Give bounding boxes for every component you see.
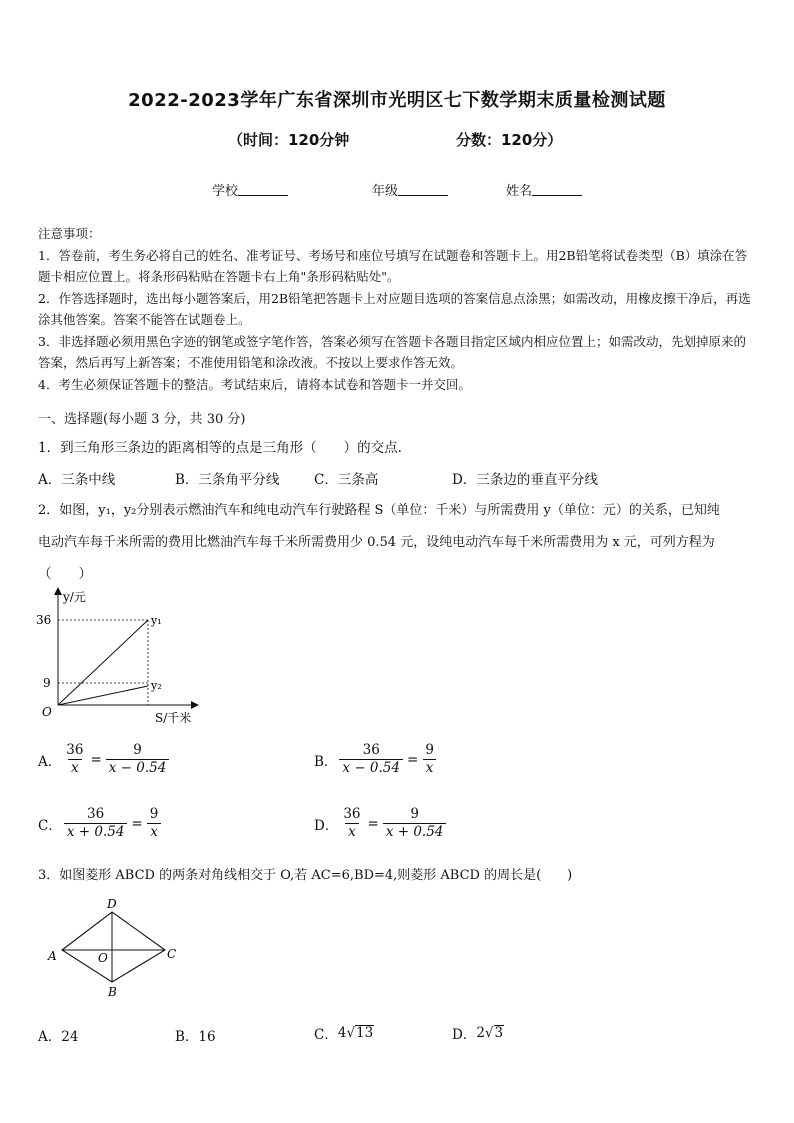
frac-num: 36 — [66, 742, 84, 758]
equals-sign: = — [367, 815, 379, 832]
frac-num: 9 — [425, 742, 434, 758]
option-label: D． — [314, 817, 339, 834]
q3-stem: 3．如图菱形 ABCD 的两条对角线相交于 O,若 AC=6,BD=4,则菱形 ABCD 的周长是( ) — [38, 868, 573, 883]
option-label: C． — [38, 817, 62, 834]
vertex-a-label: A — [48, 949, 57, 963]
q1-stem: 1．到三角形三条边的距离相等的点是三角形（ ）的交点. — [38, 440, 402, 456]
sqrt-expression — [346, 1025, 374, 1041]
frac-den: x − 0.54 — [106, 759, 170, 777]
school-blank[interactable] — [238, 183, 288, 196]
frac-num: 9 — [133, 742, 142, 758]
q2-stem-line3: （ ） — [38, 566, 92, 582]
name-field — [506, 180, 582, 199]
q2-option-d[interactable] — [314, 806, 448, 841]
sqrt-expression — [485, 1025, 504, 1041]
frac-num: 9 — [410, 806, 419, 822]
exam-time: （时间：120分钟 — [228, 131, 350, 149]
radicand: 3 — [494, 1025, 504, 1041]
equals-sign: = — [131, 815, 143, 832]
option-label: D． — [452, 1027, 477, 1043]
notes-block — [38, 223, 758, 395]
vertex-d-label: D — [107, 897, 117, 911]
frac-num: 36 — [343, 806, 361, 822]
q1-option-a[interactable]: A．三条中线 — [38, 472, 116, 488]
note-item: 4．考生必须保证答题卡的整洁。考试结束后，请将本试卷和答题卡一并交回。 — [38, 376, 471, 392]
coefficient: 2 — [476, 1025, 485, 1041]
q3-option-c[interactable] — [314, 1023, 374, 1043]
option-label: C． — [314, 1027, 338, 1043]
line-y1 — [58, 620, 148, 705]
grade-label: 年级 — [372, 184, 399, 199]
frac-den: x — [68, 759, 82, 777]
frac-den: x + 0.54 — [383, 823, 447, 841]
q2-stem-line2: 电动汽车每千米所需的费用比燃油汽车每千米所需费用少 0.54 元，设纯电动汽车每千米所需费用为 x 元，可列方程为 — [38, 535, 715, 550]
page-title: 2022-2023学年广东省深圳市光明区七下数学期末质量检测试题 — [128, 90, 666, 111]
q1-option-d[interactable]: D．三条边的垂直平分线 — [452, 472, 598, 488]
school-field — [212, 180, 288, 199]
rhombus-outline — [62, 912, 165, 982]
origin-label: O — [42, 705, 52, 719]
x-axis-label: S/千米 — [155, 711, 192, 725]
y2-label: y₂ — [151, 679, 162, 692]
q3-option-a[interactable]: A．24 — [38, 1029, 79, 1045]
sqrt-icon: √ — [484, 1025, 494, 1041]
tick-36: 36 — [36, 613, 52, 627]
grade-blank[interactable] — [398, 183, 448, 196]
q2-stem-line1: 2．如图，y₁，y₂分别表示燃油汽车和纯电动汽车行驶路程 S（单位：千米）与所需费用 y（单位：元）的关系，已知纯 — [38, 503, 720, 518]
frac-den: x — [147, 823, 161, 841]
frac-den: x — [345, 823, 359, 841]
frac-den: x — [423, 759, 437, 777]
equals-sign: = — [90, 751, 102, 768]
frac-den: x + 0.54 — [64, 823, 128, 841]
q3-option-d[interactable] — [452, 1023, 504, 1043]
q3-option-b[interactable]: B．16 — [175, 1029, 216, 1045]
q2-option-c[interactable] — [38, 806, 163, 841]
q2-graph — [30, 585, 210, 725]
frac-den: x − 0.54 — [339, 759, 403, 777]
exam-score: 分数：120分） — [456, 131, 563, 149]
grade-field — [372, 180, 448, 199]
q2-option-a[interactable] — [38, 742, 171, 777]
note-item: 2．作答选择题时，选出每小题答案后，用2B铅笔把答题卡上对应题目选项的答案信息点涂黑；如需改动，用橡皮擦干净后，再选涂其他答案。答案不能答在试题卷上。 — [38, 290, 751, 327]
q1-option-c[interactable]: C．三条高 — [314, 472, 379, 488]
q1-option-b[interactable]: B．三条角平分线 — [175, 472, 280, 488]
y-axis-label: y/元 — [63, 590, 86, 604]
option-label: B． — [314, 753, 338, 770]
coefficient: 4 — [337, 1025, 347, 1041]
sqrt-icon: √ — [346, 1025, 356, 1041]
section-heading: 一、选择题(每小题 3 分，共 30 分) — [38, 412, 246, 427]
equals-sign: = — [407, 751, 419, 768]
frac-num: 36 — [362, 742, 380, 758]
notes-heading: 注意事项： — [38, 226, 101, 241]
frac-num: 9 — [149, 806, 159, 822]
radicand: 13 — [356, 1025, 374, 1041]
tick-9: 9 — [43, 676, 51, 690]
school-label: 学校 — [212, 184, 239, 199]
name-blank[interactable] — [532, 183, 582, 196]
frac-num: 36 — [87, 806, 105, 822]
vertex-c-label: C — [167, 947, 177, 961]
center-o-label: O — [98, 951, 108, 965]
note-item: 1．答卷前，考生务必将自己的姓名、准考证号、考场号和座位号填写在试题卷和答题卡上。用2B铅笔将试卷类型（B）填涂在答题卡相应位置上。将条形码粘贴在答题卡右上角"条形码粘贴处"。 — [38, 247, 748, 284]
vertex-b-label: B — [108, 985, 117, 999]
line-y2 — [58, 686, 148, 705]
y1-label: y₁ — [151, 614, 162, 627]
q3-rhombus-figure — [40, 894, 190, 1004]
note-item: 3．非选择题必须用黑色字迹的钢笔或签字笔作答，答案必须写在答题卡各题目指定区域内相应位置上；如需改动，先划掉原来的答案，然后再写上新答案；不准使用铅笔和涂改液。不按以上要求作答无效。 — [38, 333, 746, 370]
q2-option-b[interactable] — [314, 742, 439, 777]
option-label: A． — [38, 753, 62, 770]
name-label: 姓名 — [506, 184, 533, 199]
